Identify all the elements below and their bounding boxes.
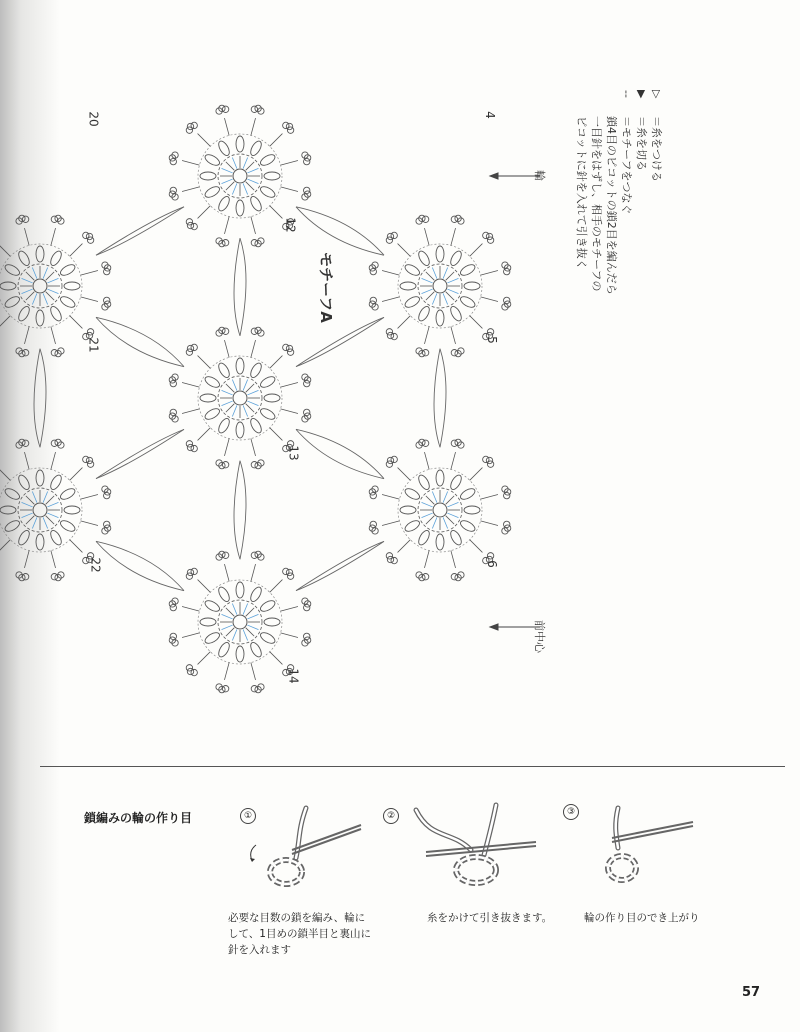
ref-number: 20 [86, 111, 101, 127]
legend-item: --＝モチーフをつなぐ [620, 90, 633, 215]
motif-label: モチーフA [317, 252, 335, 323]
step3-illustration [588, 800, 698, 890]
ref-number: 14 [286, 668, 301, 684]
ref-number: 6 [484, 560, 499, 568]
symbol-legend [574, 90, 664, 295]
motif [0, 215, 111, 357]
section-divider [40, 766, 785, 767]
legend-item: ▷＝糸をつける [650, 90, 663, 182]
tutorial-title: 鎖編みの輪の作り目 [84, 811, 193, 825]
step1-illustration [236, 800, 366, 890]
ref-number: 13 [286, 445, 301, 461]
step-number: ③ [563, 804, 579, 820]
step-number: ② [383, 808, 399, 824]
legend-note-line: ピコットに針を入れて引き抜く [575, 116, 588, 270]
legend-note-line: 鎖4目のピコットの鎖2目を編んだら [605, 116, 618, 295]
step2-illustration [396, 800, 546, 890]
ref-number: 21 [86, 337, 101, 353]
ref-number: 4 [482, 111, 497, 119]
step2-caption: 糸をかけて引き抜きます。 [427, 912, 553, 924]
legend-item: ▶＝糸を切る [635, 90, 648, 171]
ref-number: 12 [283, 217, 298, 233]
ring-label: 輪 [533, 170, 546, 181]
front-center-label: 前中心 [533, 620, 546, 653]
legend-note-line: 一目針をはずし、相手のモチーフの [590, 116, 603, 292]
step-number: ① [240, 808, 256, 824]
step3-caption: 輪の作り目のでき上がり [584, 912, 700, 924]
page-number: 57 [742, 985, 761, 1000]
step1-caption: 必要な目数の鎖を編み、輪に して、1目めの鎖半目と裏山に 針を入れます [228, 912, 371, 956]
ref-number: 22 [88, 557, 103, 573]
ref-number: 5 [484, 336, 499, 344]
